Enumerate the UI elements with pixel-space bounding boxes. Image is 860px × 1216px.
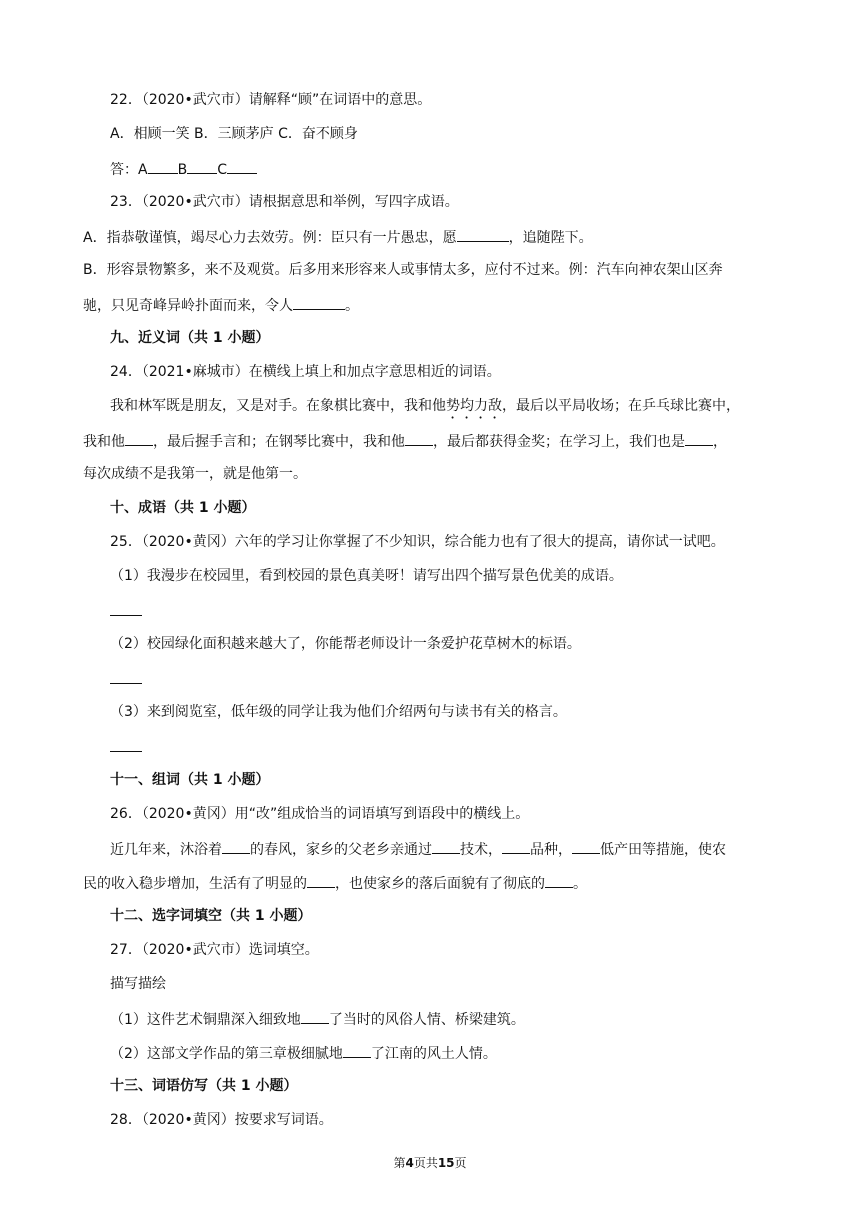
- q28-title: 28．（2020•黄冈）按要求写词语。: [110, 1112, 333, 1128]
- q27-part2: [110, 1042, 497, 1064]
- q23-b-line2: [83, 294, 359, 316]
- q27-word-choices: 描写描绘: [110, 976, 166, 992]
- blank-q26-5[interactable]: [307, 872, 335, 888]
- q24-l2-d: ，: [713, 434, 727, 450]
- q22-options: A．相顾一笑 B．三顾茅庐 C．奋不顾身: [110, 126, 358, 142]
- q22-answer: [110, 158, 257, 180]
- blank-c[interactable]: [227, 158, 257, 174]
- blank-q23-a[interactable]: [457, 226, 509, 242]
- q27-part1: [110, 1008, 525, 1030]
- q25-answer2: [110, 668, 142, 690]
- blank-q26-1[interactable]: [222, 838, 250, 854]
- section-heading-11: 十一、组词（共 1 小题）: [110, 772, 270, 788]
- footer-mid: 页共: [413, 1156, 438, 1170]
- q25-part2: （2）校园绿化面积越来越大了，你能帮老师设计一条爱护花草树木的标语。: [110, 636, 581, 652]
- q26-l1-c: 技术，: [460, 842, 502, 858]
- q24-l1-text: 我和林军既是朋友，又是对手。在象棋比赛中，我和他: [110, 398, 446, 414]
- q23-b-tail: 。: [345, 298, 359, 314]
- q27-p1-text: （1）这件艺术铜鼎深入细致地: [110, 1012, 301, 1028]
- q27-title: 27．（2020•武穴市）选词填空。: [110, 942, 319, 958]
- q23-a-text: A．指恭敬谨慎，竭尽心力去效劳。例：臣只有一片愚忠，愿: [83, 230, 457, 246]
- q26-l2-c: 。: [573, 876, 587, 892]
- q24-line2: [83, 430, 727, 452]
- q25-answer1: [110, 600, 142, 622]
- q26-title: 26．（2020•黄冈）用“改”组成恰当的词语填写到语段中的横线上。: [110, 806, 530, 822]
- blank-q24-3[interactable]: [685, 430, 713, 446]
- blank-q25-1[interactable]: [110, 600, 142, 616]
- blank-q25-2[interactable]: [110, 668, 142, 684]
- q24-line3: 每次成绩不是我第一，就是他第一。: [83, 466, 307, 482]
- page-footer: [0, 1154, 860, 1171]
- q26-line1: [110, 838, 726, 860]
- q23-b-line1: B．形容景物繁多，来不及观赏。后多用来形容来人或事情太多，应付不过来。例：汽车向神农架山区奔: [83, 262, 723, 278]
- section-heading-10: 十、成语（共 1 小题）: [110, 500, 256, 516]
- section-heading-12: 十二、选字词填空（共 1 小题）: [110, 908, 312, 924]
- blank-a[interactable]: [148, 158, 178, 174]
- emphasized-word: 势均力敌: [446, 398, 502, 414]
- q24-l2-a: 我和他: [83, 434, 125, 450]
- q24-title: 24．（2021•麻城市）在横线上填上和加点字意思相近的词语。: [110, 364, 501, 380]
- q25-title: 25．（2020•黄冈）六年的学习让你掌握了不少知识，综合能力也有了很大的提高，请你试一试吧。: [110, 534, 725, 550]
- q25-answer3: [110, 736, 142, 758]
- q23-b-text: 驰，只见奇峰异岭扑面而来，令人: [83, 298, 293, 314]
- q24-l2-b: ，最后握手言和；在钢琴比赛中，我和他: [153, 434, 405, 450]
- section-heading-9: 九、近义词（共 1 小题）: [110, 330, 270, 346]
- blank-q23-b[interactable]: [293, 294, 345, 310]
- footer-post: 页: [454, 1156, 467, 1170]
- q23-title: 23．（2020•武穴市）请根据意思和举例，写四字成语。: [110, 194, 459, 210]
- section-heading-13: 十三、词语仿写（共 1 小题）: [110, 1078, 298, 1094]
- q23-a: [83, 226, 593, 248]
- blank-q26-2[interactable]: [432, 838, 460, 854]
- q26-l1-e: 低产田等措施，使农: [600, 842, 726, 858]
- q25-part3: （3）来到阅览室，低年级的同学让我为他们介绍两句与读书有关的格言。: [110, 704, 567, 720]
- q24-line1: [110, 396, 740, 422]
- blank-q27-2[interactable]: [343, 1042, 371, 1058]
- answer-label-a: 答：A: [110, 162, 148, 178]
- answer-label-c: C: [217, 162, 227, 178]
- q27-p2-tail: 了江南的风土人情。: [370, 1046, 497, 1062]
- q24-l1-tail: ，最后以平局收场；在乒乓球比赛中，: [502, 398, 740, 414]
- footer-pre: 第: [393, 1156, 406, 1170]
- q25-part1: （1）我漫步在校园里，看到校园的景色真美呀！请写出四个描写景色优美的成语。: [110, 568, 623, 584]
- blank-q25-3[interactable]: [110, 736, 142, 752]
- q27-p2-text: （2）这部文学作品的第三章极细腻地: [110, 1046, 343, 1062]
- q26-l1-d: 品种，: [530, 842, 572, 858]
- blank-q27-1[interactable]: [301, 1008, 329, 1024]
- page-number: 4: [405, 1156, 414, 1170]
- blank-q26-3[interactable]: [502, 838, 530, 854]
- blank-q24-2[interactable]: [405, 430, 433, 446]
- q26-l1-b: 的春风，家乡的父老乡亲通过: [250, 842, 432, 858]
- blank-q26-6[interactable]: [545, 872, 573, 888]
- q27-p1-tail: 了当时的风俗人情、桥梁建筑。: [328, 1012, 525, 1028]
- q23-a-tail: ，追随陛下。: [508, 230, 593, 246]
- blank-q24-1[interactable]: [125, 430, 153, 446]
- blank-q26-4[interactable]: [572, 838, 600, 854]
- q26-l2-a: 民的收入稳步增加，生活有了明显的: [83, 876, 307, 892]
- q26-l1-a: 近几年来，沐浴着: [110, 842, 222, 858]
- blank-b[interactable]: [187, 158, 217, 174]
- q26-l2-b: ，也使家乡的落后面貌有了彻底的: [335, 876, 545, 892]
- answer-label-b: B: [177, 162, 188, 178]
- q26-line2: [83, 872, 587, 894]
- q24-l2-c: ，最后都获得金奖；在学习上，我们也是: [433, 434, 685, 450]
- page-total: 15: [437, 1156, 455, 1170]
- q22-title: 22．（2020•武穴市）请解释“顾”在词语中的意思。: [110, 92, 432, 108]
